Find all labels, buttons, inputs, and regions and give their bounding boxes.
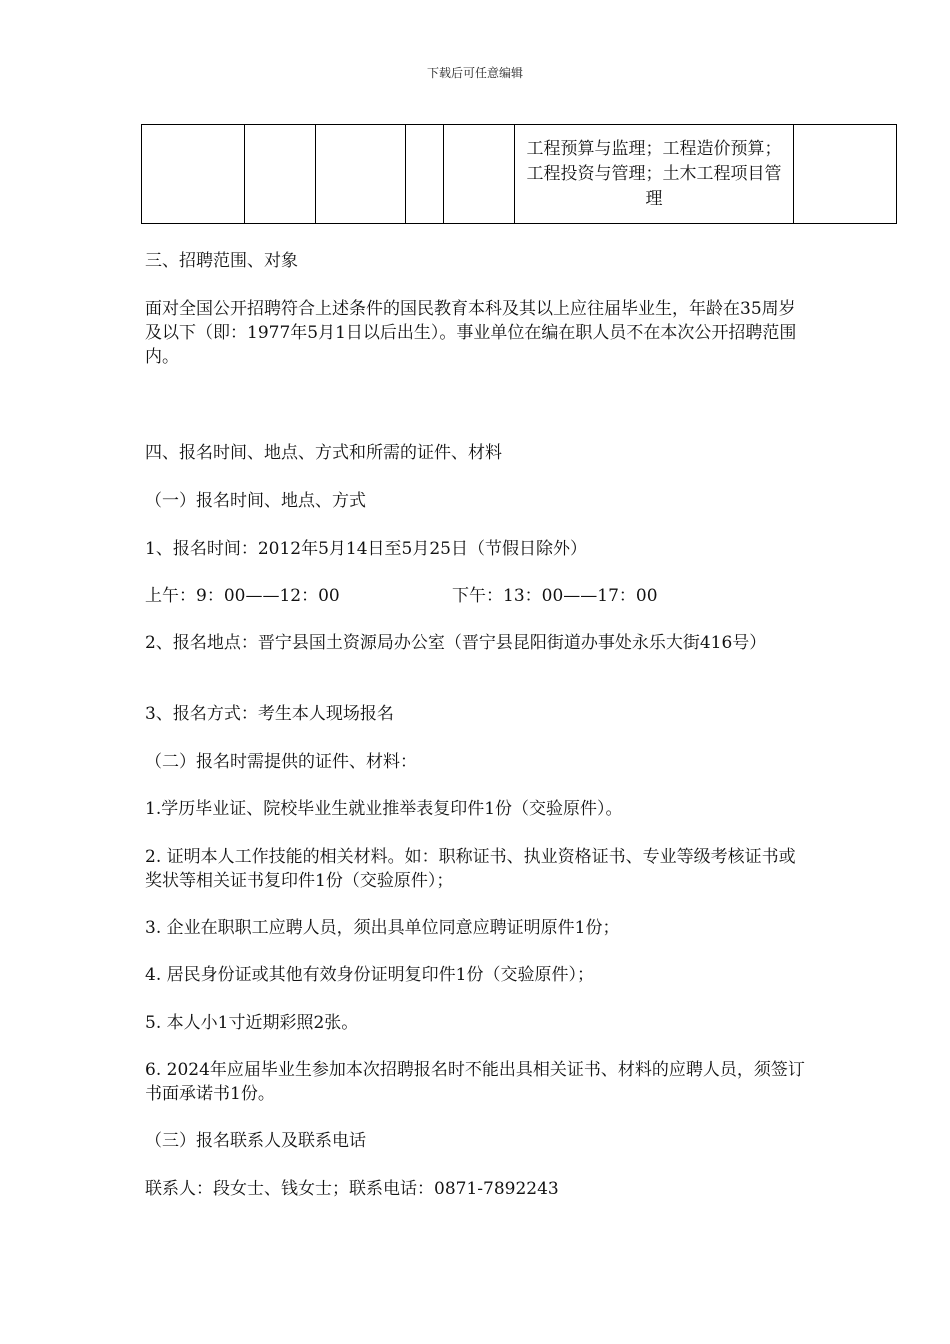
contact-line: 联系人：段女士、钱女士；联系电话：0871-7892243 bbox=[145, 1179, 559, 1199]
table-cell bbox=[406, 125, 444, 224]
table-cell bbox=[142, 125, 245, 224]
table-cell bbox=[245, 125, 316, 224]
table-cell bbox=[316, 125, 406, 224]
section-title: 四、报名时间、地点、方式和所需的证件、材料 bbox=[145, 443, 502, 463]
paragraph: 面对全国公开招聘符合上述条件的国民教育本科及其以上应往届毕业生，年龄在35周岁及以下（即：1977年5月1日以后出生）。事业单位在编在职人员不在本次公开招聘范围内。 bbox=[145, 299, 797, 367]
table-row bbox=[142, 125, 897, 224]
list-item: 6. 2024年应届毕业生参加本次招聘报名时不能出具相关证书、材料的应聘人员，须签订书面承诺书1份。 bbox=[145, 1060, 805, 1104]
list-item: 2、报名地点：晋宁县国土资源局办公室（晋宁县昆阳街道办事处永乐大街416号） bbox=[145, 633, 767, 653]
subsection-title: （一）报名时间、地点、方式 bbox=[145, 491, 366, 511]
subsection-title: （三）报名联系人及联系电话 bbox=[145, 1131, 366, 1151]
page-header: 下载后可任意编辑 bbox=[426, 66, 523, 80]
subsection-title: （二）报名时需提供的证件、材料： bbox=[145, 752, 417, 772]
list-item: 1.学历毕业证、院校毕业生就业推举表复印件1份（交验原件）。 bbox=[145, 799, 623, 819]
list-item: 1、报名时间：2012年5月14日至5月25日（节假日除外） bbox=[145, 539, 587, 559]
major-cell bbox=[515, 125, 794, 224]
table-cell bbox=[794, 125, 897, 224]
list-item: 4. 居民身份证或其他有效身份证明复印件1份（交验原件）； bbox=[145, 965, 594, 985]
table-cell bbox=[444, 125, 515, 224]
list-item: 3、报名方式：考生本人现场报名 bbox=[145, 704, 394, 724]
major-line: 工程投资与管理；土木工程项目管理 bbox=[526, 163, 782, 209]
list-item: 2. 证明本人工作技能的相关材料。如：职称证书、执业资格证书、专业等级考核证书或奖状等相关证书复印件1份（交验原件）； bbox=[145, 847, 796, 891]
major-line: 工程预算与监理；工程造价预算； bbox=[526, 138, 782, 159]
section-title: 三、招聘范围、对象 bbox=[145, 251, 298, 271]
morning-hours: 上午：9：00——12：00 bbox=[145, 586, 340, 606]
list-item: 3. 企业在职职工应聘人员，须出具单位同意应聘证明原件1份； bbox=[145, 918, 620, 938]
position-table bbox=[141, 124, 897, 224]
afternoon-hours: 下午：13：00——17：00 bbox=[452, 586, 658, 606]
list-item: 5. 本人小1寸近期彩照2张。 bbox=[145, 1013, 359, 1033]
